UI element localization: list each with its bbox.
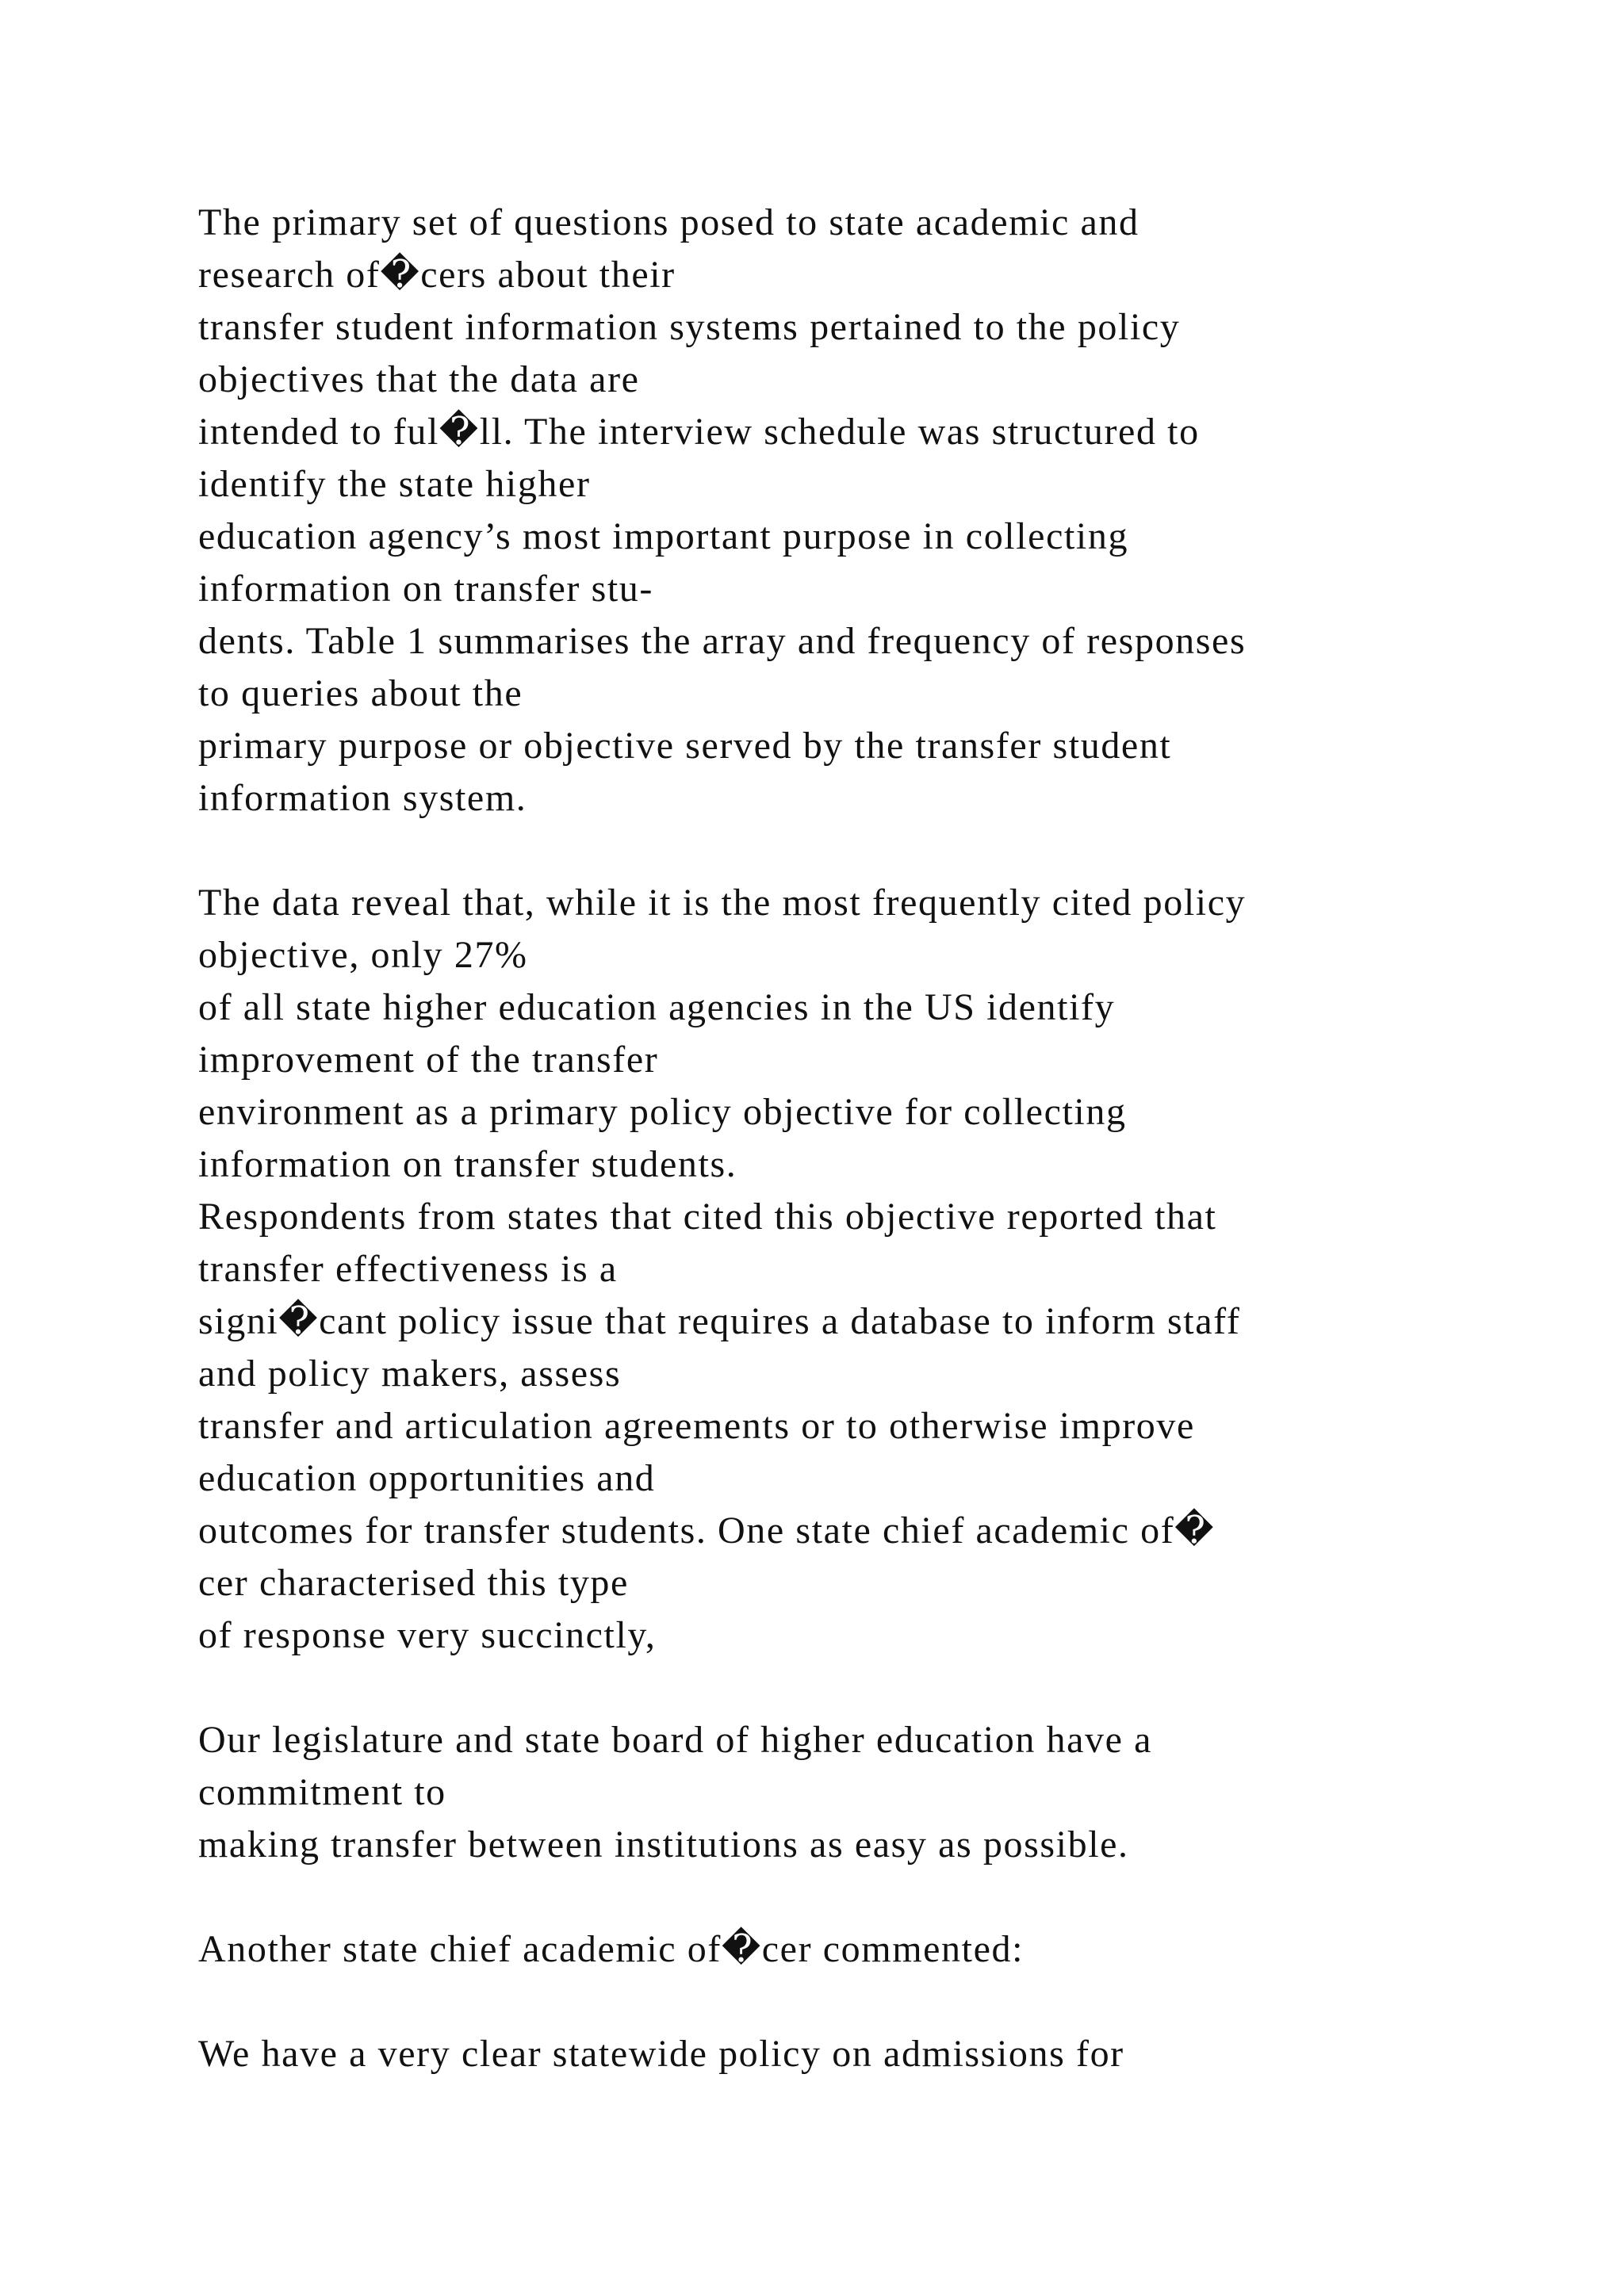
text-line: research of�cers about their xyxy=(198,254,676,296)
text-line: making transfer between institutions as easy as possible. xyxy=(198,1823,1129,1866)
text-line: transfer effectiveness is a xyxy=(198,1248,618,1290)
text-line: Respondents from states that cited this objective reported that xyxy=(198,1196,1217,1238)
text-line: commitment to xyxy=(198,1771,446,1813)
text-line: Our legislature and state board of higher education have a xyxy=(198,1719,1153,1761)
text-line: Another state chief academic of�cer commented: xyxy=(198,1928,1025,1970)
text-line: and policy makers, assess xyxy=(198,1353,622,1395)
paragraph-spacer xyxy=(198,825,1594,877)
text-line: to queries about the xyxy=(198,672,523,714)
text-line: signi�cant policy issue that requires a database to inform staff xyxy=(198,1300,1241,1342)
text-line: intended to ful�ll. The interview schedule was structured to xyxy=(198,411,1200,453)
text-line: of all state higher education agencies in the US identify xyxy=(198,986,1116,1028)
text-line: environment as a primary policy objective for collecting xyxy=(198,1091,1127,1133)
text-line: objectives that the data are xyxy=(198,358,640,400)
text-line: primary purpose or objective served by the transfer student xyxy=(198,725,1172,767)
text-line: The primary set of questions posed to state academic and xyxy=(198,201,1139,243)
paragraph-2 xyxy=(198,877,1594,1662)
text-line: objective, only 27% xyxy=(198,934,528,976)
text-line: education agency’s most important purpose in collecting xyxy=(198,515,1129,557)
text-line: outcomes for transfer students. One state chief academic of� xyxy=(198,1510,1216,1552)
text-line: transfer and articulation agreements or to otherwise improve xyxy=(198,1405,1195,1447)
text-line: transfer student information systems pertained to the policy xyxy=(198,306,1181,348)
text-line: dents. Table 1 summarises the array and frequency of responses xyxy=(198,620,1247,662)
text-line: identify the state higher xyxy=(198,463,591,505)
paragraph-spacer xyxy=(198,1976,1594,2028)
text-line: of response very succinctly, xyxy=(198,1614,657,1656)
text-line: The data reveal that, while it is the most frequently cited policy xyxy=(198,882,1247,924)
text-line: education opportunities and xyxy=(198,1457,656,1499)
document-body xyxy=(198,197,1594,2080)
paragraph-3 xyxy=(198,1923,1594,1976)
paragraph-1 xyxy=(198,197,1594,825)
paragraph-spacer xyxy=(198,1871,1594,1923)
text-line: improvement of the transfer xyxy=(198,1039,659,1081)
paragraph-spacer xyxy=(198,1662,1594,1714)
text-line: We have a very clear statewide policy on admissions for xyxy=(198,2033,1124,2075)
block-quote-2 xyxy=(198,2028,1594,2080)
text-line: information system. xyxy=(198,777,527,819)
text-line: cer characterised this type xyxy=(198,1562,629,1604)
text-line: information on transfer students. xyxy=(198,1143,737,1185)
block-quote-1 xyxy=(198,1714,1594,1871)
text-line: information on transfer stu- xyxy=(198,568,653,610)
